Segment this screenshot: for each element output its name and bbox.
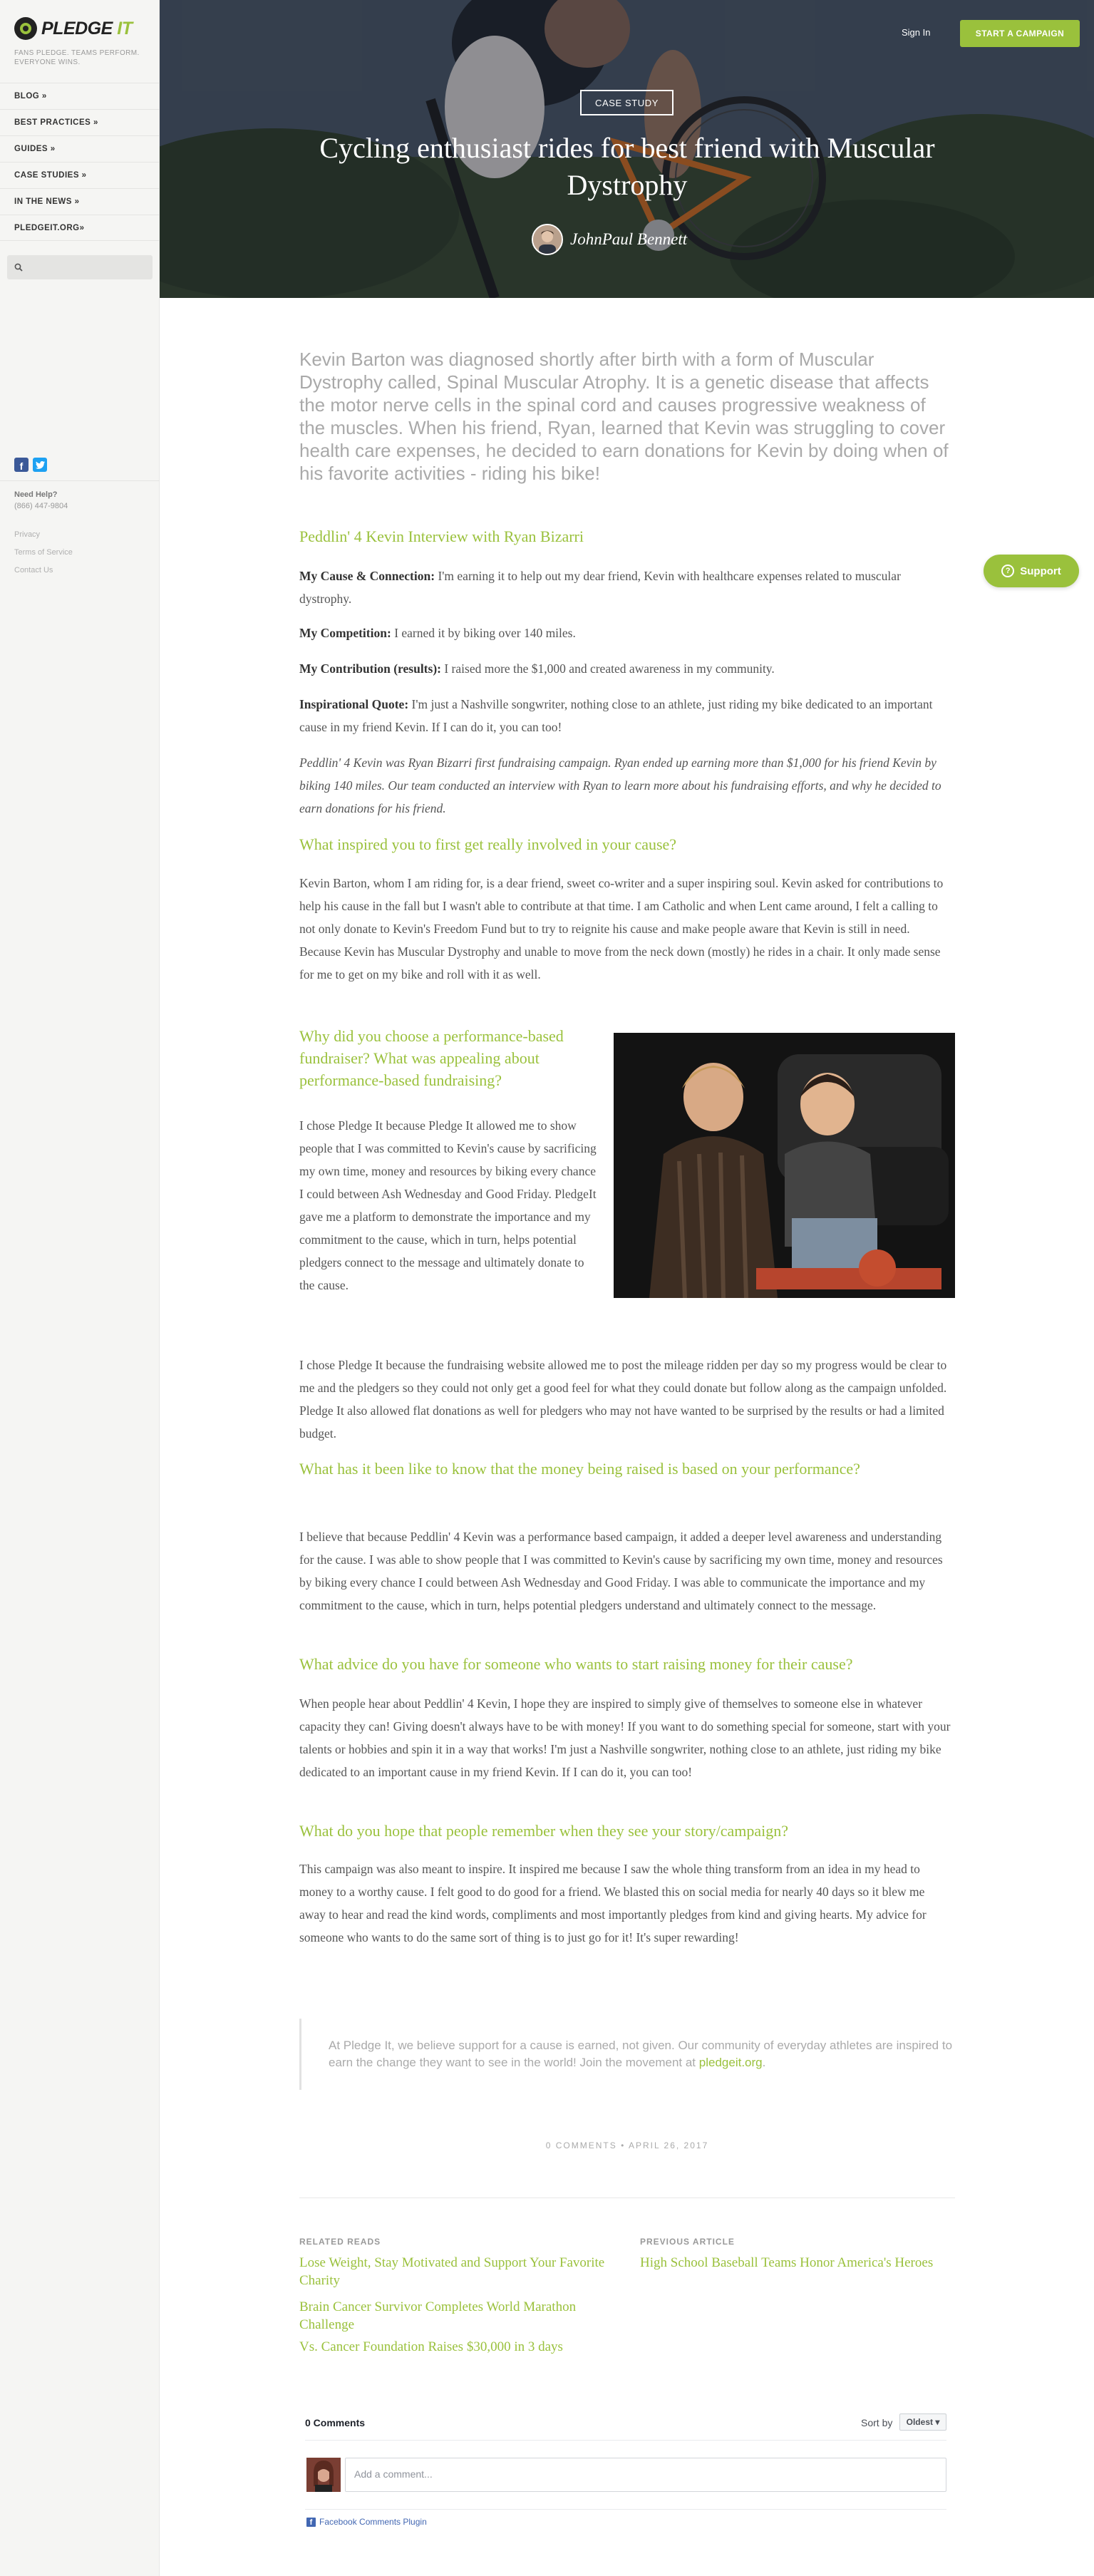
question-heading: What advice do you have for someone who wants to start raising money for their cause? [299,1655,853,1673]
hero-banner [160,0,1094,298]
sidebar-nav [0,83,160,241]
interview-heading: Peddlin' 4 Kevin Interview with Ryan Bizarri [299,527,584,545]
fact-quote: Inspirational Quote: I'm just a Nashville songwriter, nothing close to an athlete, just riding my bike dedicated to an important cause in my friend Kevin. If I can do it, you can too! [299,697,933,734]
facebook-icon: f [306,2518,316,2527]
facebook-icon[interactable]: f [14,458,29,472]
sidebar-item-guides[interactable]: GUIDES » [0,135,160,162]
brand-name: PLEDGE [41,18,113,38]
start-campaign-button[interactable]: START A CAMPAIGN [960,20,1080,47]
previous-heading: PREVIOUS ARTICLE [640,2237,735,2247]
social-links [14,458,47,472]
twitter-icon[interactable] [33,458,47,472]
fact-contribution: My Contribution (results): I raised more the $1,000 and created awareness in my community. [299,661,775,676]
author-byline[interactable] [532,224,687,255]
terms-link[interactable]: Terms of Service [14,548,73,557]
question-heading: What do you hope that people remember when they see your story/campaign? [299,1822,789,1840]
related-link[interactable]: Brain Cancer Survivor Completes World Marathon Challenge [299,2299,577,2332]
facebook-plugin-link[interactable] [306,2517,427,2527]
sidebar-item-case-studies[interactable]: CASE STUDIES » [0,162,160,188]
comment-input[interactable]: Add a comment... [345,2458,946,2492]
brand-logo[interactable] [14,17,132,40]
author-name: JohnPaul Bennett [570,230,688,248]
commenter-avatar [306,2458,341,2492]
help-label: Need Help? [14,490,58,499]
sidebar-item-in-the-news[interactable]: IN THE NEWS » [0,188,160,215]
sidebar [0,0,160,2576]
search-icon [14,263,23,272]
page-title: Cycling enthusiast rides for best friend with Muscular Dystrophy [319,132,935,201]
author-avatar [532,224,563,255]
sort-label: Sort by [861,2417,893,2428]
plugin-label: Facebook Comments Plugin [319,2517,427,2527]
question-heading: What inspired you to first get really involved in your cause? [299,835,677,853]
pledgeit-link[interactable]: pledgeit.org [698,2056,763,2069]
answer-paragraph: I chose Pledge It because the fundraising website allowed me to post the mileage ridden per day so my progress would be clear to me and the pledgers so they could not only get a good feel for what they could donate but follow along as the campaign unfolded. Pledge It also allowed flat donations as well for pledgers who may not have wanted to be surprised by the results or had a limited budget. [299,1358,947,1441]
sign-in-link[interactable]: Sign In [902,27,931,38]
brand-tagline: FANS PLEDGE. TEAMS PERFORM. EVERYONE WINS. [14,49,140,66]
fact-competition: My Competition: I earned it by biking over 140 miles. [299,626,576,640]
sidebar-item-pledgeit-org[interactable]: PLEDGEIT.ORG» [0,215,160,241]
help-icon: ? [1001,565,1014,577]
answer-paragraph: I believe that because Peddlin' 4 Kevin was a performance based campaign, it added a deeper level awareness and understanding for the cause. I was able to show people that I was committed to Kevin's cause by sacrificing my own time, money and resources by biking every chance I could between Ash Wednesday and Good Friday. I was able to communicate the importance and my commitment to the cause, which in turn, helps potential pledgers understand and ultimately connect to the message. [299,1530,943,1612]
sort-dropdown[interactable]: Oldest ▾ [899,2413,946,2431]
closing-callout: At Pledge It, we believe support for a cause is earned, not given. Our community of everyday athletes are inspired to earn the change they want to see in the world! Join the movement at pledgeit.org. [299,2019,955,2090]
related-heading: RELATED READS [299,2237,381,2247]
article-meta: 0 COMMENTS • APRIL 26, 2017 [545,2140,709,2150]
answer-paragraph: When people hear about Peddlin' 4 Kevin, I hope they are inspired to simply give of themselves to someone else in whatever capacity they can! Giving doesn't always have to be with money! If you want to do something special for someone, start with your talents or hobbies and spin it in a way that works! I'm just a Nashville songwriter, nothing close to an athlete, just riding my bike dedicated to an important cause in my friend Kevin. If I can do it, you can too! [299,1696,951,1779]
sidebar-item-blog[interactable]: BLOG » [0,83,160,109]
privacy-link[interactable]: Privacy [14,530,41,539]
closing-text: At Pledge It, we believe support for a cause is earned, not given. Our community of everyday athletes are inspired to earn the change they want to see in the world! Join the movement at [329,2039,953,2069]
sidebar-item-best-practices[interactable]: BEST PRACTICES » [0,109,160,135]
article-lede: Kevin Barton was diagnosed shortly after birth with a form of Muscular Dystrophy called, Spinal Muscular Atrophy. It is a genetic disease that affects the motor nerve cells in the spinal cord and causes progressive weakness of the muscles. When his friend, Ryan, learned that Kevin was struggling to cover health care expenses, he decided to earn donations for Kevin by doing when of his favorite activities - riding his bike! [299,349,949,484]
contact-link[interactable]: Contact Us [14,566,53,575]
case-study-badge: CASE STUDY [580,90,674,115]
answer-paragraph: Kevin Barton, whom I am riding for, is a dear friend, sweet co-writer and a super inspiring soul. Kevin asked for contributions to help his cause in the fall but I wasn't able to contribute at that time. I am Catholic and when Lent came around, I felt a calling to not only donate to Kevin's Freedom Fund but to try to reignite his cause and make people aware that Kevin is still in need. Because Kevin has Muscular Dystrophy and unable to move from the neck down (mostly) he rides in a chair. It only made sense for me to get on my bike and roll with it as well. [299,876,944,982]
comment-count: 0 Comments [305,2417,366,2428]
answer-paragraph: This campaign was also meant to inspire. It inspired me because I saw the whole thing transform from an idea in my head to money to a worthy cause. I felt good to do good for a friend. We blasted this on social media for nearly 40 days so it blew me away to hear and read the kind words, compliments and most importantly pledges from kind and giving hearts. My advice for someone who wants to do the same sort of thing is to just go for it! It's super rewarding! [299,1862,927,1944]
search-input[interactable] [7,255,153,279]
interview-intro: Peddlin' 4 Kevin was Ryan Bizarri first fundraising campaign. Ryan ended up earning more than $1,000 for his friend Kevin by biking 140 miles. Our team conducted an interview with Ryan to learn more about his fundraising efforts, and why he decided to earn donations for his friend. [299,756,941,815]
footer-links [14,530,73,584]
support-button[interactable] [984,555,1079,587]
question-heading: Why did you choose a performance-based fundraiser? What was appealing about performance-based fundraising? [299,1027,564,1089]
previous-article-link[interactable]: High School Baseball Teams Honor America's Heroes [640,2255,934,2270]
ryan-and-kevin-photo [614,1033,955,1298]
brand-name-accent: IT [117,18,133,38]
answer-paragraph: I chose Pledge It because Pledge It allowed me to show people that I was committed to Kevin's cause by sacrificing my own time, money and resources by biking every chance I could between Ash Wednesday and Good Friday. PledgeIt gave me a platform to demonstrate the importance and my commitment to the cause, which in turn, helps potential pledgers connect to the message and ultimately donate to the cause. [299,1118,597,1292]
support-label: Support [1020,565,1061,577]
related-link[interactable]: Lose Weight, Stay Motivated and Support Your Favorite Charity [299,2255,605,2288]
help-phone[interactable]: (866) 447-9804 [14,502,68,510]
sidebar-divider [0,480,160,481]
related-link[interactable]: Vs. Cancer Foundation Raises $30,000 in 3 days [299,2339,563,2354]
fact-cause: My Cause & Connection: I'm earning it to help out my dear friend, Kevin with healthcare expenses related to muscular dystrophy. [299,569,901,606]
pledgeit-logo-icon [14,17,37,40]
question-heading: What has it been like to know that the money being raised is based on your performance? [299,1460,860,1478]
